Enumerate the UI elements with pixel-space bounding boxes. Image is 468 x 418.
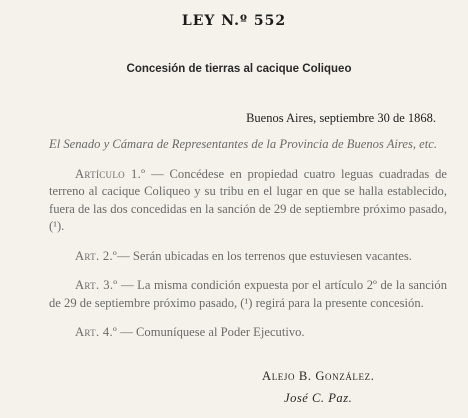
place-date: Buenos Aires, septiembre 30 de 1868. — [246, 111, 436, 125]
law-title: LEY N.º 552 — [181, 13, 287, 29]
article-3-label: Art. 3.º — [75, 278, 118, 292]
article-2-text: — Serán ubicadas en los terrenos que estuviesen vacantes. — [117, 248, 412, 263]
article-2 — [49, 248, 447, 266]
signature-second: José C. Paz. — [284, 391, 353, 405]
signature-first: Alejo B. González. — [262, 369, 375, 383]
article-1-text: — Concédese en propiedad cuatro leguas cuadradas de terreno al cacique Coliqueo y su tribu en el lugar en que se halla establecido, fuera de las dos concedidas en la sanción de 29 de septiembre próximo pasado, (¹). — [49, 166, 447, 233]
article-1 — [49, 166, 447, 236]
article-4-text: — Comuníquese al Poder Ejecutivo. — [117, 325, 305, 339]
law-body — [49, 136, 447, 354]
preamble: El Senado y Cámara de Representantes de la Provincia de Buenos Aires, etc. — [49, 137, 437, 151]
article-1-label: Artículo 1.º — [75, 166, 146, 181]
article-2-label: Art. 2.º — [75, 248, 118, 263]
article-4-label: Art. 4.º — [75, 325, 118, 339]
article-4 — [49, 324, 447, 342]
law-subject: Concesión de tierras al cacique Coliqueo — [126, 63, 352, 75]
article-3 — [49, 277, 447, 312]
article-3-text: — La misma condición expuesta por el artículo 2º de la sanción de 29 de septiembre próximo pasado, (¹) regirá para la presente concesión. — [49, 278, 447, 310]
